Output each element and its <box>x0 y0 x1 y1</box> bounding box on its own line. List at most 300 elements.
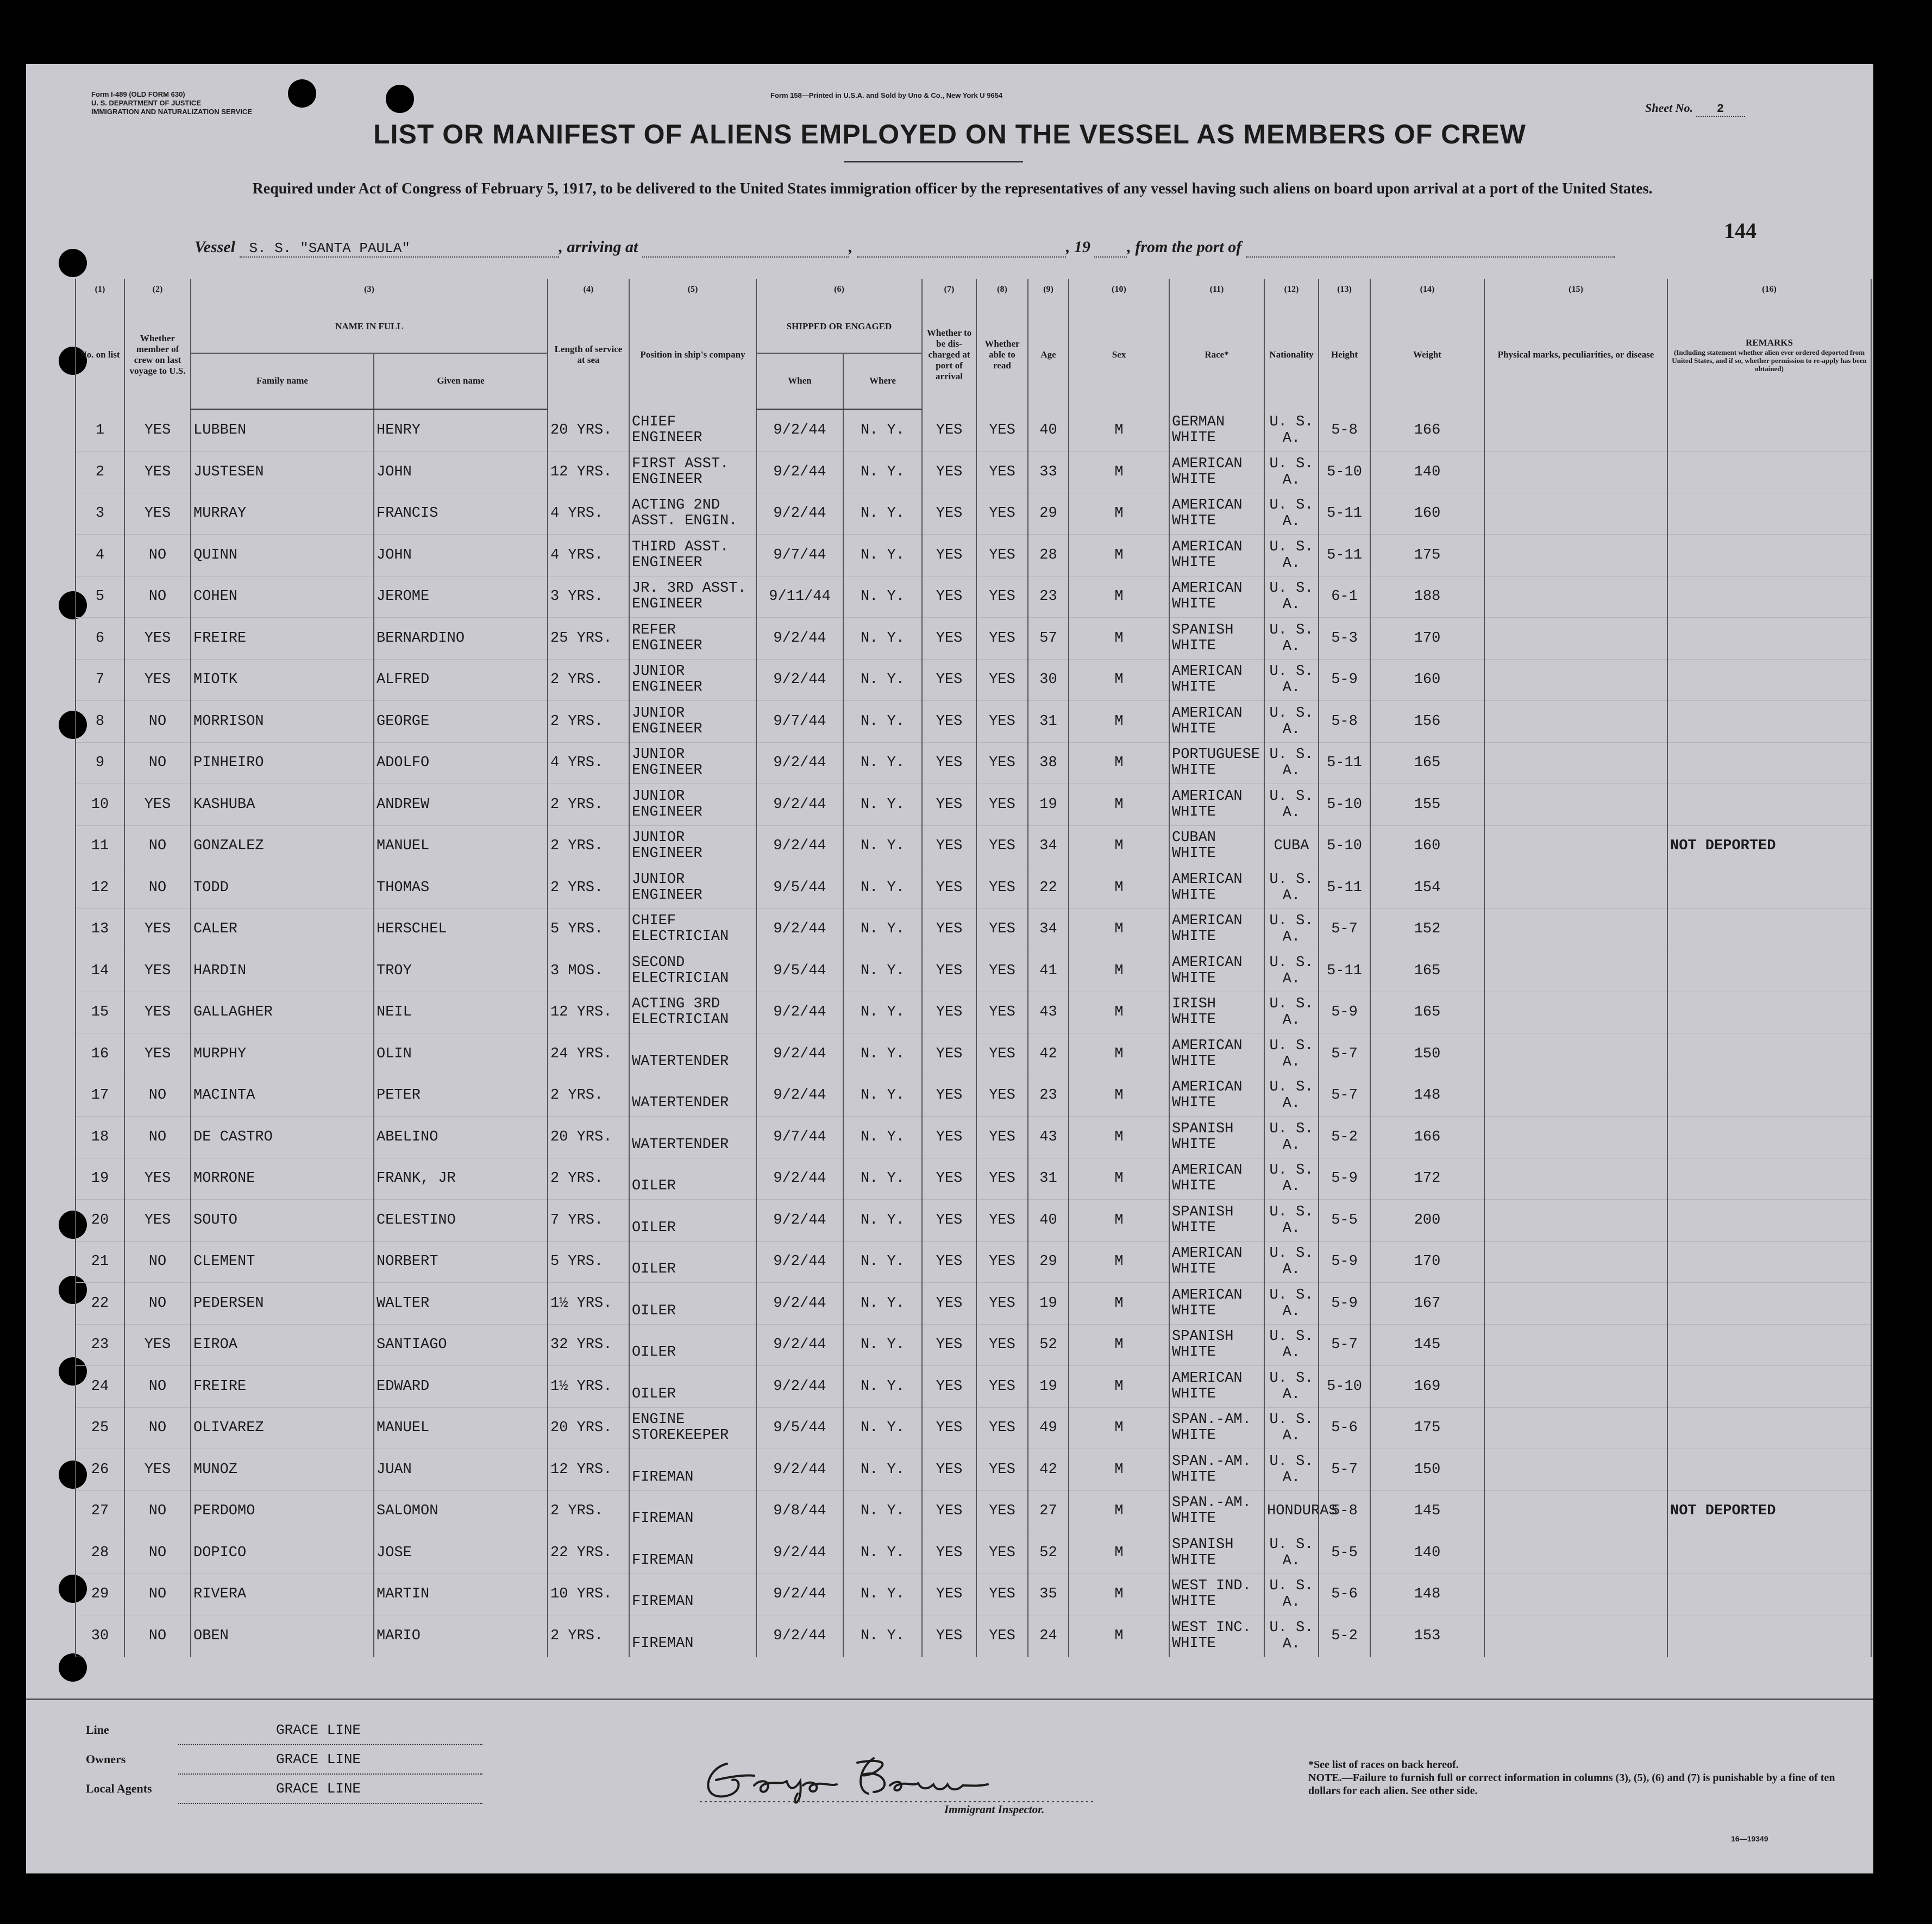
row-number: 4 <box>76 535 124 576</box>
table-row <box>76 1241 1871 1283</box>
weight: 155 <box>1370 784 1484 826</box>
sex: M <box>1069 1490 1169 1532</box>
header-nationality: Nationality <box>1264 300 1319 409</box>
row-number: 17 <box>76 1075 124 1117</box>
position-line-2: ENGINEER <box>632 429 702 446</box>
length-of-service: 32 YRS. <box>548 1324 629 1366</box>
given-name: BERNARDINO <box>374 618 548 660</box>
table-row <box>76 701 1871 743</box>
header-length-of-service: Length of service at sea <box>548 300 629 409</box>
height: 5-2 <box>1319 1117 1370 1158</box>
position <box>629 1366 756 1408</box>
position-line-2: ENGINEER <box>632 804 702 820</box>
able-to-read: YES <box>976 1033 1028 1075</box>
family-name: COHEN <box>191 576 374 618</box>
race-line-2: WHITE <box>1172 596 1216 613</box>
sex: M <box>1069 535 1169 576</box>
from-port-blank <box>1246 238 1615 258</box>
table-row <box>76 618 1871 660</box>
remarks <box>1667 535 1871 576</box>
weight: 160 <box>1370 659 1484 701</box>
physical-marks <box>1484 1117 1667 1158</box>
last-voyage: NO <box>124 867 191 909</box>
age: 29 <box>1028 493 1069 535</box>
to-be-discharged: YES <box>922 950 976 992</box>
row-number: 20 <box>76 1200 124 1242</box>
shipped-when: 9/7/44 <box>756 535 843 576</box>
nationality: U. S. A. <box>1264 784 1319 826</box>
nationality: U. S. A. <box>1264 992 1319 1033</box>
family-name: SOUTO <box>191 1200 374 1242</box>
shipped-when: 9/2/44 <box>756 409 843 452</box>
physical-marks <box>1484 1324 1667 1366</box>
length-of-service: 12 YRS. <box>548 992 629 1033</box>
footer-notes <box>1308 1758 1841 1797</box>
given-name: JOSE <box>374 1532 548 1574</box>
race-line-2: WHITE <box>1172 429 1216 446</box>
physical-marks <box>1484 1241 1667 1283</box>
given-name: GEORGE <box>374 701 548 743</box>
page-stamp-number: 144 <box>1724 218 1757 243</box>
form-code: 16—19349 <box>1731 1834 1768 1843</box>
able-to-read: YES <box>976 493 1028 535</box>
position <box>629 1407 756 1449</box>
position-line-1 <box>632 1371 754 1387</box>
family-name: GALLAGHER <box>191 992 374 1033</box>
manifest-sheet <box>26 64 1873 1873</box>
age: 19 <box>1028 784 1069 826</box>
family-name: LUBBEN <box>191 409 374 452</box>
race-line-2: WHITE <box>1172 679 1216 696</box>
crew-rows <box>76 409 1871 1657</box>
to-be-discharged: YES <box>922 1615 976 1657</box>
given-name: NEIL <box>374 992 548 1033</box>
sex: M <box>1069 1532 1169 1574</box>
shipped-where: N. Y. <box>843 1449 922 1491</box>
position <box>629 1075 756 1117</box>
col-num-16: (16) <box>1667 279 1871 300</box>
nationality: U. S. A. <box>1264 452 1319 493</box>
sheet-number <box>1645 101 1745 117</box>
race-line-1: SPANISH <box>1172 1536 1234 1553</box>
shipped-where: N. Y. <box>843 992 922 1033</box>
row-number: 12 <box>76 867 124 909</box>
sex: M <box>1069 908 1169 950</box>
length-of-service: 3 MOS. <box>548 950 629 992</box>
age: 33 <box>1028 452 1069 493</box>
remarks <box>1667 1241 1871 1283</box>
shipped-where: N. Y. <box>843 1241 922 1283</box>
physical-marks <box>1484 1075 1667 1117</box>
shipped-where: N. Y. <box>843 1075 922 1117</box>
table-row <box>76 1615 1871 1657</box>
position-line-2: STOREKEEPER <box>632 1427 729 1444</box>
row-number: 22 <box>76 1283 124 1325</box>
family-name: HARDIN <box>191 950 374 992</box>
race-line-2: WHITE <box>1172 513 1216 530</box>
length-of-service: 2 YRS. <box>548 1615 629 1657</box>
sex: M <box>1069 825 1169 867</box>
physical-marks <box>1484 825 1667 867</box>
race <box>1169 950 1264 992</box>
last-voyage: NO <box>124 535 191 576</box>
col-num-4: (4) <box>548 279 629 300</box>
table-row <box>76 742 1871 784</box>
shipped-where: N. Y. <box>843 1200 922 1242</box>
to-be-discharged: YES <box>922 1366 976 1408</box>
position-line-2: ENGINEER <box>632 679 702 696</box>
given-name: EDWARD <box>374 1366 548 1408</box>
shipped-where: N. Y. <box>843 452 922 493</box>
nationality: U. S. A. <box>1264 1241 1319 1283</box>
position-line-1: JUNIOR <box>632 830 685 847</box>
nationality: U. S. A. <box>1264 535 1319 576</box>
row-number: 28 <box>76 1532 124 1574</box>
length-of-service: 20 YRS. <box>548 1407 629 1449</box>
family-name: PEDERSEN <box>191 1283 374 1325</box>
length-of-service: 4 YRS. <box>548 493 629 535</box>
race-line-1: AMERICAN <box>1172 663 1243 680</box>
last-voyage: NO <box>124 1532 191 1574</box>
physical-marks <box>1484 992 1667 1033</box>
position-line-2: WATERTENDER <box>632 1095 729 1112</box>
last-voyage: YES <box>124 618 191 660</box>
length-of-service: 10 YRS. <box>548 1574 629 1615</box>
weight: 153 <box>1370 1615 1484 1657</box>
family-name: GONZALEZ <box>191 825 374 867</box>
weight: 166 <box>1370 1117 1484 1158</box>
weight: 175 <box>1370 535 1484 576</box>
line-value: GRACE LINE <box>178 1716 482 1745</box>
race-line-2: WHITE <box>1172 929 1216 945</box>
race <box>1169 452 1264 493</box>
height: 6-1 <box>1319 576 1370 618</box>
to-be-discharged: YES <box>922 452 976 493</box>
table-row <box>76 992 1871 1033</box>
physical-marks <box>1484 1033 1667 1075</box>
physical-marks <box>1484 701 1667 743</box>
length-of-service: 3 YRS. <box>548 576 629 618</box>
age: 49 <box>1028 1407 1069 1449</box>
age: 40 <box>1028 1200 1069 1242</box>
weight: 200 <box>1370 1200 1484 1242</box>
header-given-name: Given name <box>374 353 548 409</box>
race-line-2: WHITE <box>1172 1012 1216 1029</box>
remarks <box>1667 1283 1871 1325</box>
last-voyage: NO <box>124 1366 191 1408</box>
nationality: U. S. A. <box>1264 493 1319 535</box>
race <box>1169 576 1264 618</box>
remarks: NOT DEPORTED <box>1667 825 1871 867</box>
sex: M <box>1069 1075 1169 1117</box>
able-to-read: YES <box>976 1574 1028 1615</box>
header-last-voyage: Whether member of crew on last voyage to U.S. <box>124 300 191 409</box>
position-line-2: FIREMAN <box>632 1511 694 1527</box>
position <box>629 784 756 826</box>
col-num-11: (11) <box>1169 279 1264 300</box>
shipped-when: 9/5/44 <box>756 1407 843 1449</box>
shipped-when: 9/11/44 <box>756 576 843 618</box>
able-to-read: YES <box>976 992 1028 1033</box>
remarks <box>1667 867 1871 909</box>
physical-marks <box>1484 1532 1667 1574</box>
length-of-service: 2 YRS. <box>548 825 629 867</box>
height: 5-9 <box>1319 1158 1370 1200</box>
remarks-title: REMARKS <box>1746 337 1793 348</box>
race-line-2: WHITE <box>1172 637 1216 654</box>
col-num-12: (12) <box>1264 279 1319 300</box>
to-be-discharged: YES <box>922 1490 976 1532</box>
last-voyage: YES <box>124 1033 191 1075</box>
last-voyage: YES <box>124 452 191 493</box>
position-line-1 <box>632 1205 754 1220</box>
age: 28 <box>1028 535 1069 576</box>
shipped-when: 9/2/44 <box>756 1532 843 1574</box>
col-num-7: (7) <box>922 279 976 300</box>
length-of-service: 1½ YRS. <box>548 1283 629 1325</box>
race-line-1: SPAN.-AM. <box>1172 1412 1251 1428</box>
height: 5-10 <box>1319 784 1370 826</box>
position-line-1: CHIEF <box>632 913 676 930</box>
header-when: When <box>756 353 843 409</box>
age: 57 <box>1028 618 1069 660</box>
position <box>629 576 756 618</box>
length-of-service: 4 YRS. <box>548 535 629 576</box>
row-number: 2 <box>76 452 124 493</box>
col-num-13: (13) <box>1319 279 1370 300</box>
title-underline <box>844 161 1023 162</box>
nationality: U. S. A. <box>1264 409 1319 452</box>
race-line-1: AMERICAN <box>1172 913 1243 930</box>
last-voyage: YES <box>124 493 191 535</box>
last-voyage: YES <box>124 1324 191 1366</box>
family-name: MUNOZ <box>191 1449 374 1491</box>
given-name: MARIO <box>374 1615 548 1657</box>
to-be-discharged: YES <box>922 535 976 576</box>
position-line-2: OILER <box>632 1386 676 1402</box>
sex: M <box>1069 701 1169 743</box>
sex: M <box>1069 867 1169 909</box>
header-name-in-full: NAME IN FULL <box>191 300 548 353</box>
remarks <box>1667 908 1871 950</box>
able-to-read: YES <box>976 742 1028 784</box>
race-line-1: IRISH <box>1172 996 1216 1013</box>
race-line-2: WHITE <box>1172 1344 1216 1361</box>
last-voyage: YES <box>124 1449 191 1491</box>
race <box>1169 1532 1264 1574</box>
able-to-read: YES <box>976 908 1028 950</box>
race-line-1: AMERICAN <box>1172 538 1243 555</box>
physical-marks <box>1484 950 1667 992</box>
last-voyage: NO <box>124 825 191 867</box>
able-to-read: YES <box>976 701 1028 743</box>
physical-marks <box>1484 1200 1667 1242</box>
position-line-2: ELECTRICIAN <box>632 970 729 987</box>
header-age: Age <box>1028 300 1069 409</box>
nationality: HONDURAS <box>1264 1490 1319 1532</box>
race-line-2: WHITE <box>1172 1261 1216 1278</box>
row-number: 25 <box>76 1407 124 1449</box>
position-line-2: ENGINEER <box>632 554 702 571</box>
race-line-1: AMERICAN <box>1172 497 1243 514</box>
sheet-number-label: Sheet No. <box>1645 101 1693 115</box>
age: 24 <box>1028 1615 1069 1657</box>
table-row <box>76 535 1871 576</box>
position-line-1 <box>632 1454 754 1470</box>
row-number: 10 <box>76 784 124 826</box>
able-to-read: YES <box>976 576 1028 618</box>
shipped-when: 9/2/44 <box>756 1158 843 1200</box>
race <box>1169 1490 1264 1532</box>
weight: 140 <box>1370 452 1484 493</box>
last-voyage: NO <box>124 1615 191 1657</box>
to-be-discharged: YES <box>922 701 976 743</box>
remarks <box>1667 1033 1871 1075</box>
shipped-where: N. Y. <box>843 659 922 701</box>
to-be-discharged: YES <box>922 1241 976 1283</box>
position-line-2: OILER <box>632 1261 676 1278</box>
shipped-when: 9/2/44 <box>756 1200 843 1242</box>
position-line-2: FIREMAN <box>632 1469 694 1486</box>
remarks <box>1667 1615 1871 1657</box>
position-line-2: OILER <box>632 1302 676 1319</box>
year-label: , 19 <box>1065 238 1090 256</box>
weight: 145 <box>1370 1490 1484 1532</box>
sex: M <box>1069 1615 1169 1657</box>
length-of-service: 24 YRS. <box>548 1033 629 1075</box>
able-to-read: YES <box>976 1241 1028 1283</box>
shipped-where: N. Y. <box>843 1366 922 1408</box>
position-line-2: ASST. ENGIN. <box>632 513 738 530</box>
race-line-1: AMERICAN <box>1172 705 1243 722</box>
given-name: WALTER <box>374 1283 548 1325</box>
inspector-signature <box>694 1747 1099 1807</box>
race-line-1: SPAN.-AM. <box>1172 1453 1251 1470</box>
sex: M <box>1069 1449 1169 1491</box>
given-name: FRANCIS <box>374 493 548 535</box>
shipped-when: 9/2/44 <box>756 1075 843 1117</box>
last-voyage: YES <box>124 659 191 701</box>
nationality: U. S. A. <box>1264 1449 1319 1491</box>
given-name: ANDREW <box>374 784 548 826</box>
race-line-2: WHITE <box>1172 1469 1216 1486</box>
remarks <box>1667 1449 1871 1491</box>
nationality: U. S. A. <box>1264 1283 1319 1325</box>
column-number-row <box>76 279 1871 300</box>
able-to-read: YES <box>976 950 1028 992</box>
given-name: MANUEL <box>374 825 548 867</box>
race-line-2: WHITE <box>1172 554 1216 571</box>
nationality: U. S. A. <box>1264 1158 1319 1200</box>
physical-marks <box>1484 1366 1667 1408</box>
position-line-2: ENGINEER <box>632 887 702 904</box>
family-name: PINHEIRO <box>191 742 374 784</box>
shipped-where: N. Y. <box>843 825 922 867</box>
age: 41 <box>1028 950 1069 992</box>
remarks <box>1667 1200 1871 1242</box>
sex: M <box>1069 1324 1169 1366</box>
table-row <box>76 452 1871 493</box>
position <box>629 1158 756 1200</box>
length-of-service: 2 YRS. <box>548 701 629 743</box>
col-num-14: (14) <box>1370 279 1484 300</box>
length-of-service: 4 YRS. <box>548 742 629 784</box>
form-identifier <box>91 90 252 116</box>
sex: M <box>1069 1117 1169 1158</box>
race-line-1: AMERICAN <box>1172 1162 1243 1179</box>
family-name: MIOTK <box>191 659 374 701</box>
race <box>1169 1324 1264 1366</box>
line-row <box>86 1716 482 1745</box>
race <box>1169 618 1264 660</box>
sex: M <box>1069 659 1169 701</box>
remarks <box>1667 659 1871 701</box>
shipped-when: 9/2/44 <box>756 1324 843 1366</box>
sex: M <box>1069 992 1169 1033</box>
position <box>629 992 756 1033</box>
row-number: 5 <box>76 576 124 618</box>
position-line-1 <box>632 1163 754 1179</box>
shipped-when: 9/7/44 <box>756 1117 843 1158</box>
given-name: JOHN <box>374 452 548 493</box>
weight: 169 <box>1370 1366 1484 1408</box>
printer-imprint: Form 158—Printed in U.S.A. and Sold by Uno & Co., New York U 9654 <box>770 91 1003 99</box>
position-line-1 <box>632 1537 754 1553</box>
local-agents-value: GRACE LINE <box>178 1775 482 1804</box>
nationality: U. S. A. <box>1264 1075 1319 1117</box>
column-header-row <box>76 300 1871 353</box>
race <box>1169 742 1264 784</box>
to-be-discharged: YES <box>922 867 976 909</box>
position <box>629 1241 756 1283</box>
physical-marks <box>1484 1615 1667 1657</box>
race <box>1169 1615 1264 1657</box>
last-voyage: NO <box>124 1075 191 1117</box>
shipped-when: 9/2/44 <box>756 742 843 784</box>
race-line-2: WHITE <box>1172 970 1216 987</box>
race-line-1: SPANISH <box>1172 1120 1234 1137</box>
physical-marks <box>1484 1407 1667 1449</box>
sex: M <box>1069 784 1169 826</box>
race-line-2: WHITE <box>1172 1302 1216 1319</box>
length-of-service: 2 YRS. <box>548 659 629 701</box>
last-voyage: YES <box>124 950 191 992</box>
row-number: 9 <box>76 742 124 784</box>
sex: M <box>1069 409 1169 452</box>
position-line-1 <box>632 1620 754 1636</box>
from-port-label: , from the port of <box>1127 238 1242 256</box>
header-family-name: Family name <box>191 353 374 409</box>
position <box>629 742 756 784</box>
position <box>629 659 756 701</box>
last-voyage: NO <box>124 1574 191 1615</box>
shipped-where: N. Y. <box>843 1574 922 1615</box>
year-blank <box>1094 238 1127 258</box>
age: 29 <box>1028 1241 1069 1283</box>
physical-marks <box>1484 784 1667 826</box>
age: 23 <box>1028 1075 1069 1117</box>
position-line-2: ELECTRICIAN <box>632 929 729 945</box>
race-line-1: WEST IND. <box>1172 1578 1251 1595</box>
last-voyage: NO <box>124 701 191 743</box>
nationality: U. S. A. <box>1264 950 1319 992</box>
nationality: U. S. A. <box>1264 1033 1319 1075</box>
sex: M <box>1069 452 1169 493</box>
vessel-label: Vessel <box>195 238 235 256</box>
age: 19 <box>1028 1283 1069 1325</box>
height: 5-9 <box>1319 659 1370 701</box>
last-voyage: NO <box>124 576 191 618</box>
